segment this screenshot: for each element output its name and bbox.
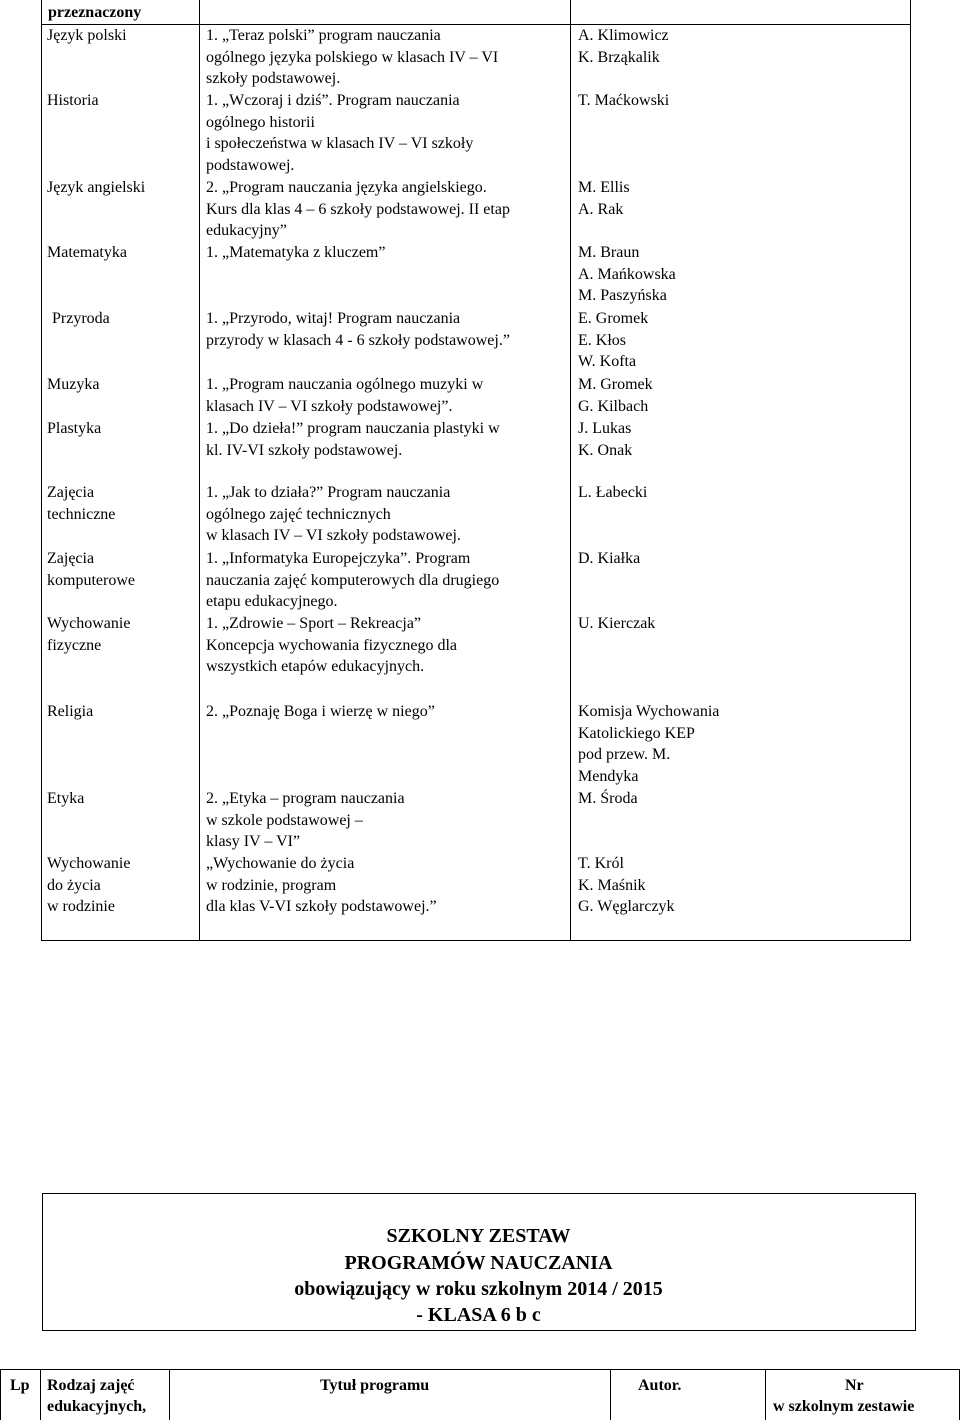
author-cell: M. Braun xyxy=(578,244,640,261)
subject-cell: Muzyka xyxy=(47,376,100,393)
title-line-4: - KLASA 6 b c xyxy=(416,1304,541,1326)
subject-cell: do życia xyxy=(47,876,101,894)
program-title-cell: edukacyjny” xyxy=(206,222,287,240)
program-title-cell: Koncepcja wychowania fizycznego dla xyxy=(206,636,457,654)
subject-cell: techniczne xyxy=(47,505,116,523)
program-title-cell: ogólnego historii xyxy=(206,113,315,131)
author-cell: G. Węglarczyk xyxy=(578,898,675,916)
subject-cell: w rodzinie xyxy=(47,898,115,916)
program-title-cell: w rodzinie, program xyxy=(206,876,337,894)
title-line-2: PROGRAMÓW NAUCZANIA xyxy=(344,1252,613,1274)
title-line-1: SZKOLNY ZESTAW xyxy=(386,1225,571,1247)
author-cell: Komisja Wychowania xyxy=(578,703,720,720)
program-title-cell: Kurs dla klas 4 – 6 szkoły podstawowej. II etap xyxy=(206,200,510,218)
program-title-cell: wszystkich etapów edukacyjnych. xyxy=(206,658,425,676)
subject-cell: Zajęcia xyxy=(47,484,95,501)
author-cell: J. Lukas xyxy=(578,420,632,437)
program-title-cell: nauczania zajęć komputerowych dla drugiego xyxy=(206,571,500,589)
program-title-cell: 1. „Zdrowie – Sport – Rekreacja” xyxy=(206,615,422,632)
program-title-cell: 1. „Informatyka Europejczyka”. Program xyxy=(206,550,471,567)
author-cell: M. Środa xyxy=(578,790,638,807)
subject-cell: komputerowe xyxy=(47,571,135,589)
subject-cell: fizyczne xyxy=(47,636,102,654)
author-cell: A. Rak xyxy=(578,200,624,218)
author-cell: U. Kierczak xyxy=(578,615,656,632)
header-autor: Autor. xyxy=(638,1377,682,1394)
program-title-cell: w szkole podstawowej – xyxy=(206,811,363,829)
author-cell: pod przew. M. xyxy=(578,746,671,764)
subject-cell: Plastyka xyxy=(47,420,102,437)
program-title-cell: etapu edukacyjnego. xyxy=(206,593,338,611)
author-cell: T. Maćkowski xyxy=(578,92,670,109)
subject-cell: Wychowanie xyxy=(47,615,131,632)
author-cell: A. Klimowicz xyxy=(578,27,669,44)
subject-cell: Matematyka xyxy=(47,244,127,261)
author-cell: M. Paszyńska xyxy=(578,287,667,305)
header-rodzaj-line1: Rodzaj zajęć xyxy=(47,1377,135,1394)
author-cell: M. Gromek xyxy=(578,376,653,393)
program-title-cell: 1. „Program nauczania ogólnego muzyki w xyxy=(206,376,484,393)
author-cell: K. Onak xyxy=(578,441,633,459)
program-title-cell: 1. „Wczoraj i dziś”. Program nauczania xyxy=(206,92,460,109)
program-title-cell: 1. „Jak to działa?” Program nauczania xyxy=(206,484,451,501)
subject-cell: Wychowanie xyxy=(47,855,131,872)
program-title-cell: 1. „Przyrodo, witaj! Program nauczania xyxy=(206,310,461,327)
program-title-cell: klasach IV – VI szkoły podstawowej”. xyxy=(206,397,453,415)
subject-cell: Religia xyxy=(47,703,94,720)
subject-cell: Historia xyxy=(47,92,99,109)
header-rodzaj-line2: edukacyjnych, xyxy=(47,1398,147,1415)
program-title-cell: ogólnego zajęć technicznych xyxy=(206,505,391,523)
author-cell: K. Brząkalik xyxy=(578,48,660,66)
program-title-cell: szkoły podstawowej. xyxy=(206,70,341,88)
author-cell: A. Mańkowska xyxy=(578,265,676,283)
author-cell: K. Maśnik xyxy=(578,876,646,894)
author-cell: D. Kiałka xyxy=(578,550,641,567)
subject-cell: Etyka xyxy=(47,790,85,807)
author-cell: W. Kofta xyxy=(578,353,637,371)
subject-cell: Zajęcia xyxy=(47,550,95,567)
program-title-cell: kl. IV-VI szkoły podstawowej. xyxy=(206,441,403,459)
author-cell: G. Kilbach xyxy=(578,397,649,415)
author-cell: E. Gromek xyxy=(578,310,649,327)
program-title-cell: dla klas V-VI szkoły podstawowej.” xyxy=(206,898,437,916)
program-title-cell: 1. „Matematyka z kluczem” xyxy=(206,244,386,261)
program-title-cell: klasy IV – VI” xyxy=(206,833,301,851)
program-title-cell: 1. „Teraz polski” program nauczania xyxy=(206,27,441,44)
program-title-cell: i społeczeństwa w klasach IV – VI szkoły xyxy=(206,135,474,153)
program-title-cell: w klasach IV – VI szkoły podstawowej. xyxy=(206,527,461,545)
author-cell: Katolickiego KEP xyxy=(578,724,695,742)
partial-header-cell: przeznaczony xyxy=(48,4,142,21)
program-title-cell: 1. „Do dzieła!” program nauczania plastyki w xyxy=(206,420,500,437)
author-cell: T. Król xyxy=(578,855,624,872)
program-title-cell: 2. „Etyka – program nauczania xyxy=(206,790,405,807)
header-lp: Lp xyxy=(10,1377,30,1394)
author-cell: Mendyka xyxy=(578,768,639,786)
subject-cell: Język angielski xyxy=(47,179,146,196)
title-line-3: obowiązujący w roku szkolnym 2014 / 2015 xyxy=(294,1278,663,1300)
author-cell: L. Łabecki xyxy=(578,484,648,501)
program-title-cell: ogólnego języka polskiego w klasach IV – VI xyxy=(206,48,499,66)
program-title-cell: 2. „Program nauczania języka angielskiego. xyxy=(206,179,487,196)
header-nr-line2: w szkolnym zestawie xyxy=(773,1398,915,1415)
subject-cell: Przyroda xyxy=(52,310,110,327)
program-title-cell: 2. „Poznaję Boga i wierzę w niego” xyxy=(206,703,435,720)
author-cell: E. Kłos xyxy=(578,331,626,349)
subject-cell: Język polski xyxy=(47,27,127,44)
program-title-cell: przyrody w klasach 4 - 6 szkoły podstawowej.” xyxy=(206,331,510,349)
header-tytul: Tytuł programu xyxy=(320,1377,430,1394)
program-title-cell: podstawowej. xyxy=(206,157,295,175)
author-cell: M. Ellis xyxy=(578,179,630,196)
header-nr-line1: Nr xyxy=(845,1377,864,1394)
program-title-cell: „Wychowanie do życia xyxy=(206,855,355,872)
